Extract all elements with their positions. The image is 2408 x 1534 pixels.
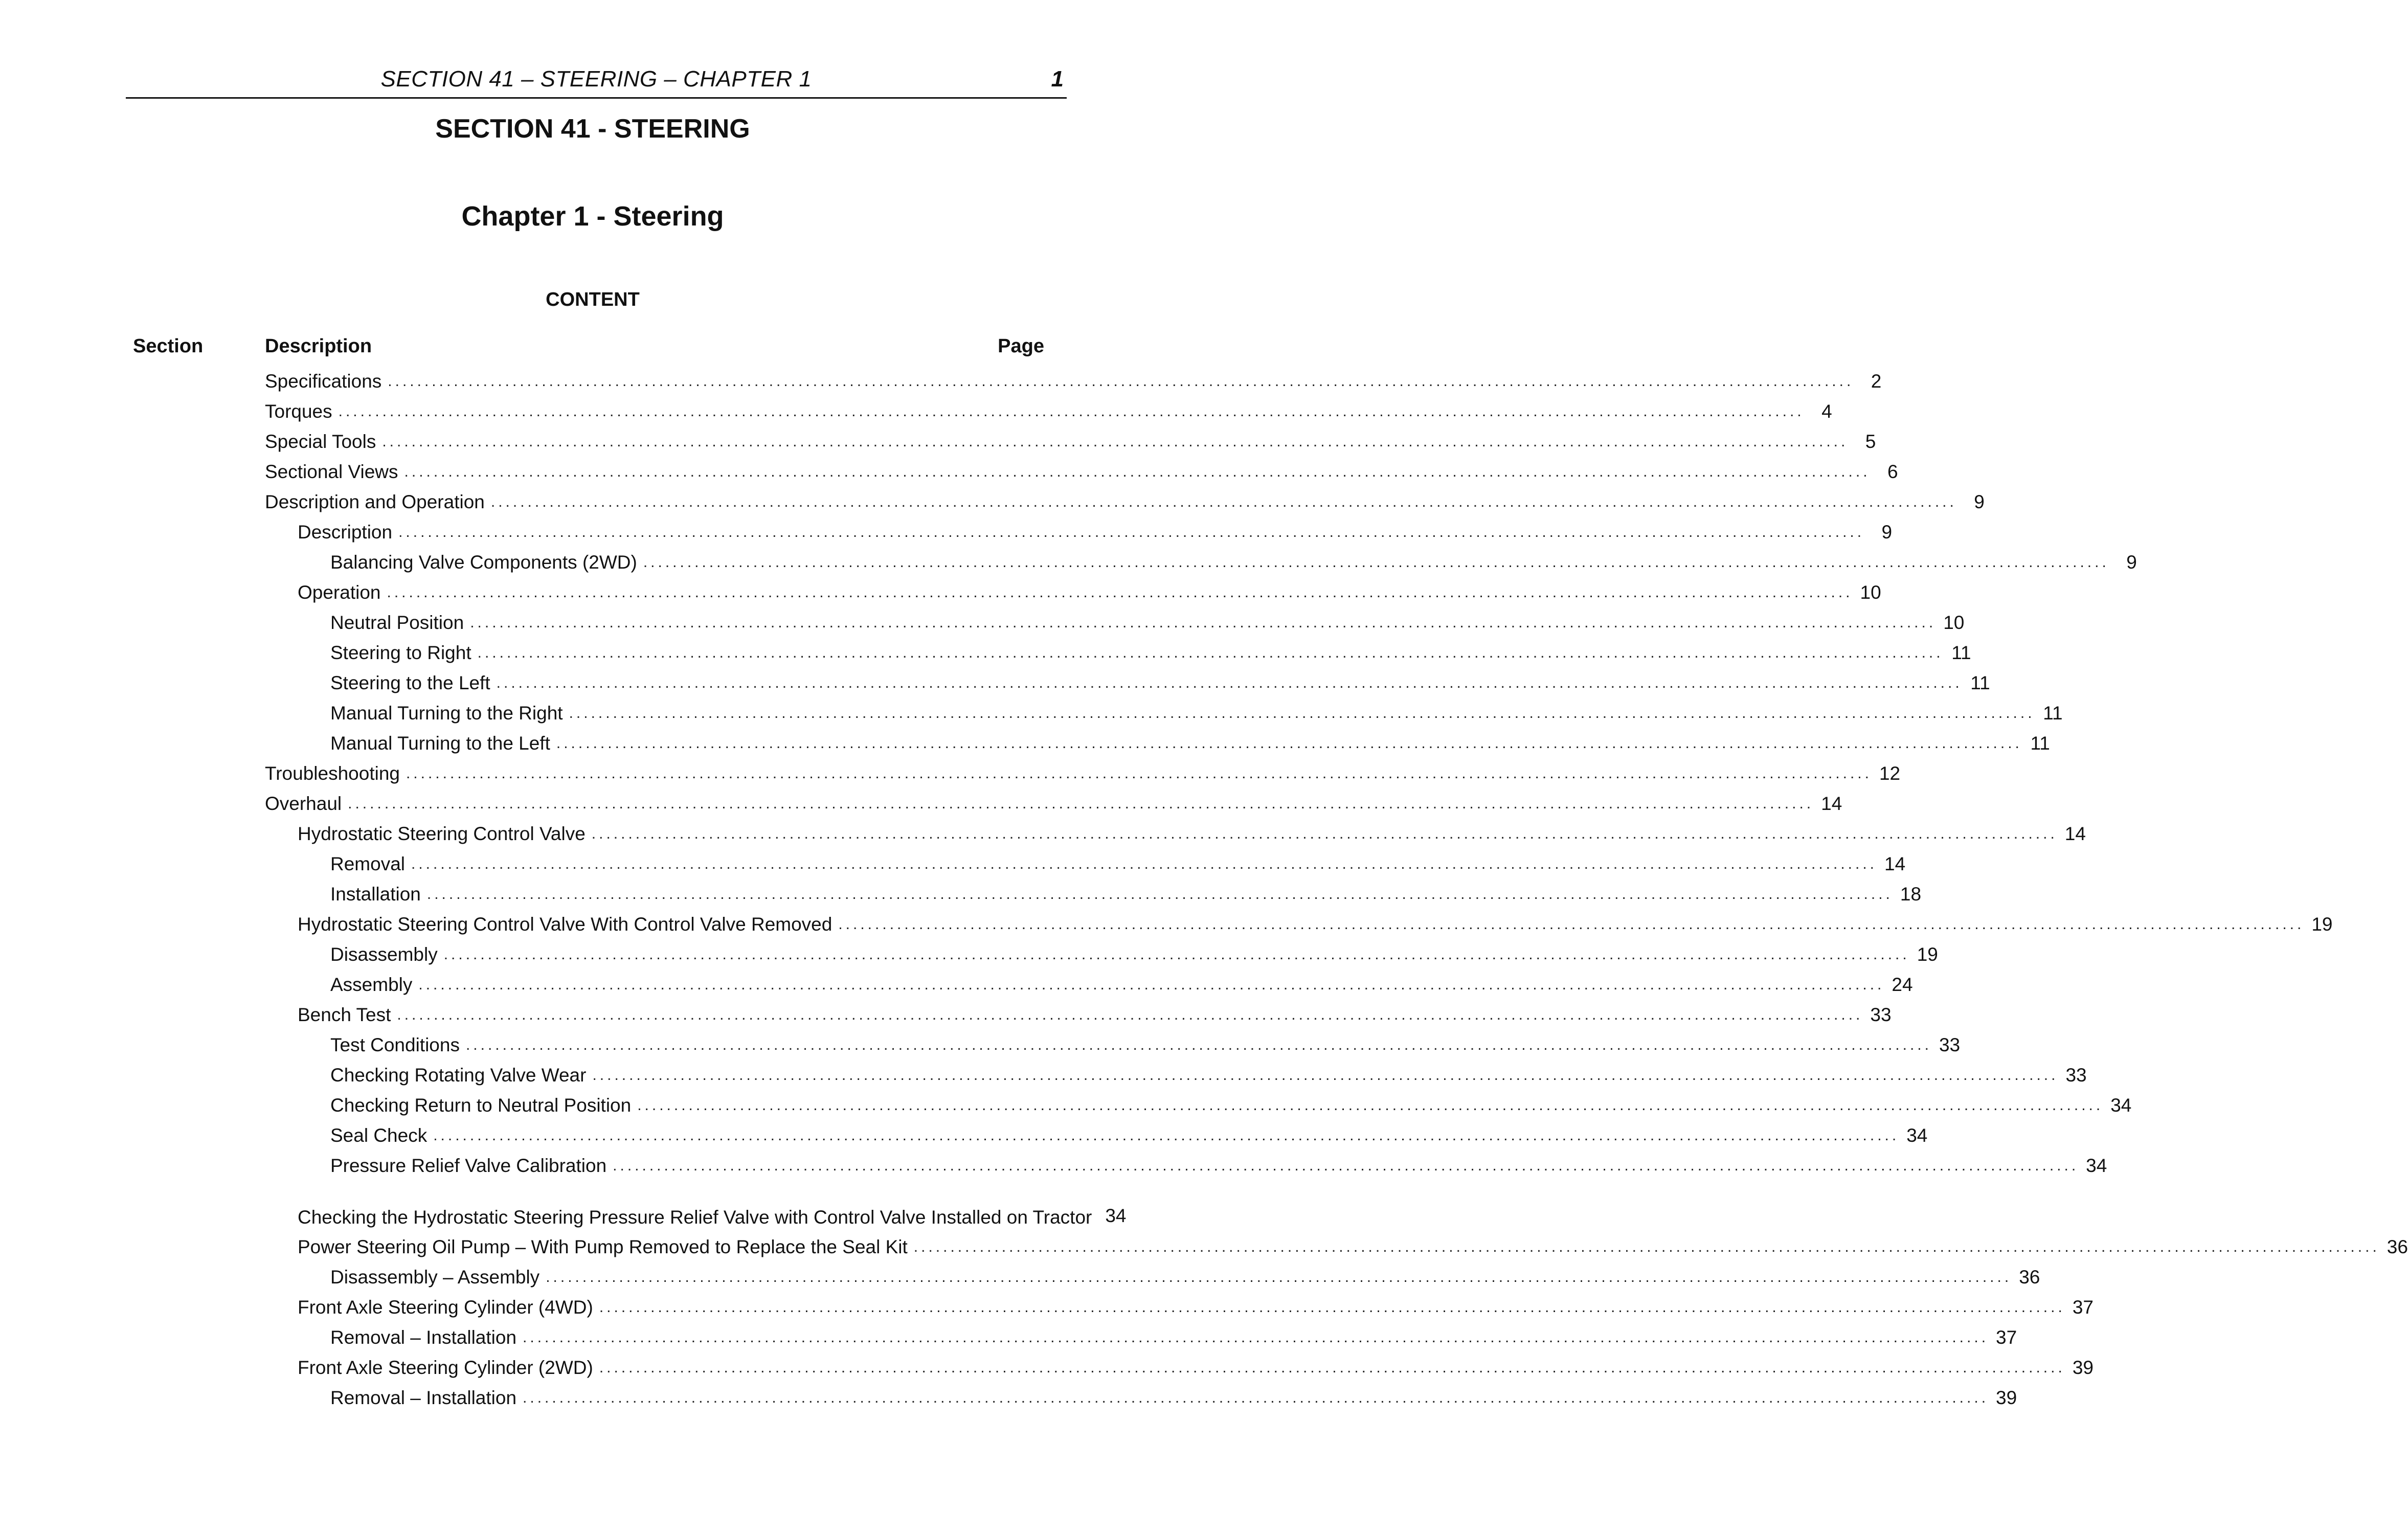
toc-entry-label: Removal – Installation <box>330 1387 517 1408</box>
toc-entry-page: 34 <box>1906 1125 1928 1146</box>
toc-entry-page: 12 <box>1879 763 1901 784</box>
toc-entry-label: Specifications <box>265 371 382 392</box>
toc-leader-dots: ........................................................................................................................................................................................................ <box>398 524 1865 540</box>
toc-leader-dots: ........................................................................................................................................................................................................ <box>523 1389 1989 1406</box>
toc-entry[interactable] <box>330 846 1906 876</box>
toc-entry-label: Seal Check <box>330 1125 427 1146</box>
toc-entry-page: 4 <box>1821 401 1832 422</box>
toc-entry[interactable] <box>330 1259 2040 1289</box>
toc-leader-dots: ........................................................................................................................................................................................................ <box>387 584 1853 601</box>
toc-entry[interactable] <box>330 966 1913 997</box>
toc-leader-dots: ........................................................................................................................................................................................................ <box>637 1097 2104 1114</box>
toc-entry-label: Torques <box>265 401 332 422</box>
toc-entry[interactable] <box>330 725 2050 755</box>
toc-leader-dots: ........................................................................................................................................................................................................ <box>643 554 2109 571</box>
toc-leader-dots: ........................................................................................................................................................................................................ <box>477 644 1944 661</box>
toc-leader-dots: ........................................................................................................................................................................................................ <box>443 946 1910 963</box>
toc-leader-dots: ........................................................................................................................................................................................................ <box>913 1238 2380 1255</box>
toc-entry[interactable] <box>298 906 2333 936</box>
running-header <box>126 60 1067 99</box>
toc-leader-dots: ........................................................................................................................................................................................................ <box>599 1359 2065 1376</box>
toc-leader-dots: ........................................................................................................................................................................................................ <box>397 1006 1863 1023</box>
toc-entry[interactable] <box>298 1229 2408 1259</box>
toc-entry-page: 11 <box>2030 733 2050 754</box>
toc-entry-label: Disassembly – Assembly <box>330 1267 540 1288</box>
column-header-page: Page <box>998 335 1044 357</box>
toc-leader-dots: ........................................................................................................................................................................................................ <box>470 614 1937 631</box>
page-number: 1 <box>1051 66 1064 92</box>
toc-entry[interactable] <box>298 816 2086 846</box>
toc-leader-dots: ........................................................................................................................................................................................................ <box>496 674 1963 691</box>
column-header-description: Description <box>265 335 372 357</box>
toc-entry-page: 19 <box>2311 914 2333 935</box>
toc-entry-page: 11 <box>2043 703 2063 724</box>
toc-entry-page: 36 <box>2019 1267 2040 1288</box>
toc-entry[interactable] <box>265 363 1882 393</box>
toc-leader-dots: ........................................................................................................................................................................................................ <box>591 825 2058 842</box>
running-title: SECTION 41 – STEERING – CHAPTER 1 <box>380 66 812 92</box>
toc-entry-label: Assembly <box>330 974 413 995</box>
toc-entry-label: Neutral Position <box>330 612 464 633</box>
toc-entry-label: Checking Rotating Valve Wear <box>330 1065 587 1086</box>
toc-entry[interactable] <box>298 514 1893 544</box>
toc-entry[interactable] <box>330 936 1938 966</box>
toc-leader-dots: ........................................................................................................................................................................................................ <box>599 1299 2065 1316</box>
toc-entry-label: Bench Test <box>298 1004 391 1025</box>
toc-entry-page: 9 <box>1881 522 1893 543</box>
toc-entry-label: Steering to the Left <box>330 672 490 693</box>
toc-entry-page: 34 <box>1105 1205 1127 1226</box>
toc-entry[interactable] <box>298 1178 1127 1228</box>
column-header-section: Section <box>133 335 204 357</box>
toc-entry-page: 33 <box>1939 1034 1961 1055</box>
toc-leader-dots: ........................................................................................................................................................................................................ <box>592 1067 2059 1084</box>
toc-entry-page: 6 <box>1887 461 1898 482</box>
toc-entry-label: Overhaul <box>265 793 342 814</box>
toc-entry[interactable] <box>330 1147 2107 1178</box>
toc-entry-label: Front Axle Steering Cylinder (2WD) <box>298 1357 593 1378</box>
toc-leader-dots: ........................................................................................................................................................................................................ <box>411 855 1877 872</box>
toc-entry[interactable] <box>330 1319 2017 1349</box>
toc-entry-page: 14 <box>2064 823 2086 844</box>
toc-entry[interactable] <box>298 1349 2094 1380</box>
toc-entry-page: 10 <box>1943 612 1965 633</box>
toc-entry-page: 33 <box>2065 1065 2087 1086</box>
toc-leader-dots: ........................................................................................................................................................................................................ <box>406 765 1872 782</box>
toc-entry[interactable] <box>265 755 1901 785</box>
toc-leader-dots: ........................................................................................................................................................................................................ <box>418 976 1885 993</box>
toc-leader-dots: ........................................................................................................................................................................................................ <box>338 403 1805 420</box>
chapter-title: Chapter 1 - Steering <box>461 201 724 232</box>
toc-entry-label: Sectional Views <box>265 461 398 482</box>
toc-entry[interactable] <box>330 1380 2017 1410</box>
toc-entry-page: 33 <box>1870 1004 1892 1025</box>
toc-leader-dots: ........................................................................................................................................................................................................ <box>569 705 2035 721</box>
toc-entry-label: Removal – Installation <box>330 1327 517 1348</box>
toc-entry-label: Manual Turning to the Right <box>330 703 563 724</box>
toc-leader-dots: ........................................................................................................................................................................................................ <box>388 373 1854 390</box>
toc-entry-page: 9 <box>1974 491 1985 512</box>
toc-entry[interactable] <box>330 1027 1961 1057</box>
section-title: SECTION 41 - STEERING <box>435 114 750 144</box>
toc-entry-page: 18 <box>1900 884 1922 905</box>
toc-entry-page: 11 <box>1970 672 1990 693</box>
toc-entry-label: Manual Turning to the Left <box>330 733 550 754</box>
toc-entry[interactable] <box>265 454 1898 484</box>
toc-leader-dots: ........................................................................................................................................................................................................ <box>490 493 1957 510</box>
content-heading: CONTENT <box>546 289 640 310</box>
toc-entry[interactable] <box>265 393 1832 423</box>
toc-entry-page: 24 <box>1892 974 1913 995</box>
toc-entry[interactable] <box>330 1057 2087 1087</box>
toc-entry-page: 34 <box>2110 1095 2132 1116</box>
toc-entry[interactable] <box>330 695 2063 725</box>
toc-entry-label: Power Steering Oil Pump – With Pump Removed to Replace the Seal Kit <box>298 1236 908 1257</box>
toc-leader-dots: ........................................................................................................................................................................................................ <box>433 1127 1900 1144</box>
toc-entry-page: 36 <box>2387 1236 2408 1257</box>
toc-entry[interactable] <box>298 997 1892 1027</box>
toc-entry-page: 9 <box>2126 552 2137 573</box>
toc-leader-dots: ........................................................................................................................................................................................................ <box>426 886 1893 903</box>
toc-entry[interactable] <box>330 1117 1928 1147</box>
toc-entry-label: Balancing Valve Components (2WD) <box>330 552 637 573</box>
toc-entry-page: 5 <box>1865 431 1876 452</box>
toc-entry-label: Hydrostatic Steering Control Valve <box>298 823 586 844</box>
toc-entry-label: Test Conditions <box>330 1034 460 1055</box>
toc-entry-page: 10 <box>1860 582 1881 603</box>
toc-leader-dots: ........................................................................................................................................................................................................ <box>404 463 1871 480</box>
toc-entry-label: Troubleshooting <box>265 763 400 784</box>
toc-entry-label: Steering to Right <box>330 642 471 663</box>
toc-leader-dots: ........................................................................................................................................................................................................ <box>382 433 1849 450</box>
toc-entry-label: Description <box>298 522 393 543</box>
toc-entry-label: Checking the Hydrostatic Steering Pressure Relief Valve with Control Valve Installed on Tractor <box>298 1207 1092 1228</box>
toc-entry[interactable] <box>330 635 1971 665</box>
toc-entry-page: 14 <box>1884 853 1906 874</box>
toc-entry[interactable] <box>298 574 1881 604</box>
toc-entry-page: 19 <box>1917 944 1938 965</box>
toc-entry-label: Special Tools <box>265 431 376 452</box>
toc-entry-page: 11 <box>1951 642 1971 663</box>
toc-entry[interactable] <box>330 1087 2132 1117</box>
toc-entry-label: Front Axle Steering Cylinder (4WD) <box>298 1297 593 1318</box>
toc-entry[interactable] <box>265 785 1842 816</box>
toc-leader-dots: ........................................................................................................................................................................................................ <box>546 1269 2012 1285</box>
toc-entry-page: 14 <box>1821 793 1842 814</box>
toc-leader-dots: ........................................................................................................................................................................................................ <box>838 916 2305 933</box>
toc-entry[interactable] <box>265 484 1985 514</box>
toc-entry-label: Disassembly <box>330 944 438 965</box>
toc-entry-page: 37 <box>2072 1297 2094 1318</box>
toc-entry-page: 2 <box>1871 371 1882 392</box>
toc-leader-dots: ........................................................................................................................................................................................................ <box>523 1329 1989 1346</box>
toc-entry-page: 37 <box>1996 1327 2017 1348</box>
toc-entry-label: Checking Return to Neutral Position <box>330 1095 632 1116</box>
toc-leader-dots: ........................................................................................................................................................................................................ <box>613 1157 2079 1174</box>
toc-entry-page: 39 <box>1996 1387 2017 1408</box>
toc-entry[interactable] <box>330 544 2137 574</box>
toc-leader-dots: ........................................................................................................................................................................................................ <box>465 1036 1932 1053</box>
toc-entry-label: Hydrostatic Steering Control Valve With Control Valve Removed <box>298 914 832 935</box>
toc-entry-label: Description and Operation <box>265 491 485 512</box>
toc-leader-dots: ........................................................................................................................................................................................................ <box>556 735 2022 752</box>
toc-entry-page: 34 <box>2086 1155 2107 1176</box>
toc-entry-label: Installation <box>330 884 421 905</box>
toc-entry[interactable] <box>298 1289 2094 1319</box>
toc-entry[interactable] <box>265 423 1876 454</box>
toc-entry-page: 39 <box>2072 1357 2094 1378</box>
toc-entry-label: Pressure Relief Valve Calibration <box>330 1155 607 1176</box>
toc-leader-dots: ........................................................................................................................................................................................................ <box>348 795 1814 812</box>
toc-entry[interactable] <box>330 604 1965 635</box>
toc-entry-label: Operation <box>298 582 381 603</box>
toc-entry[interactable] <box>330 876 1922 906</box>
toc-entry-label: Removal <box>330 853 405 874</box>
toc-entry[interactable] <box>330 665 1990 695</box>
